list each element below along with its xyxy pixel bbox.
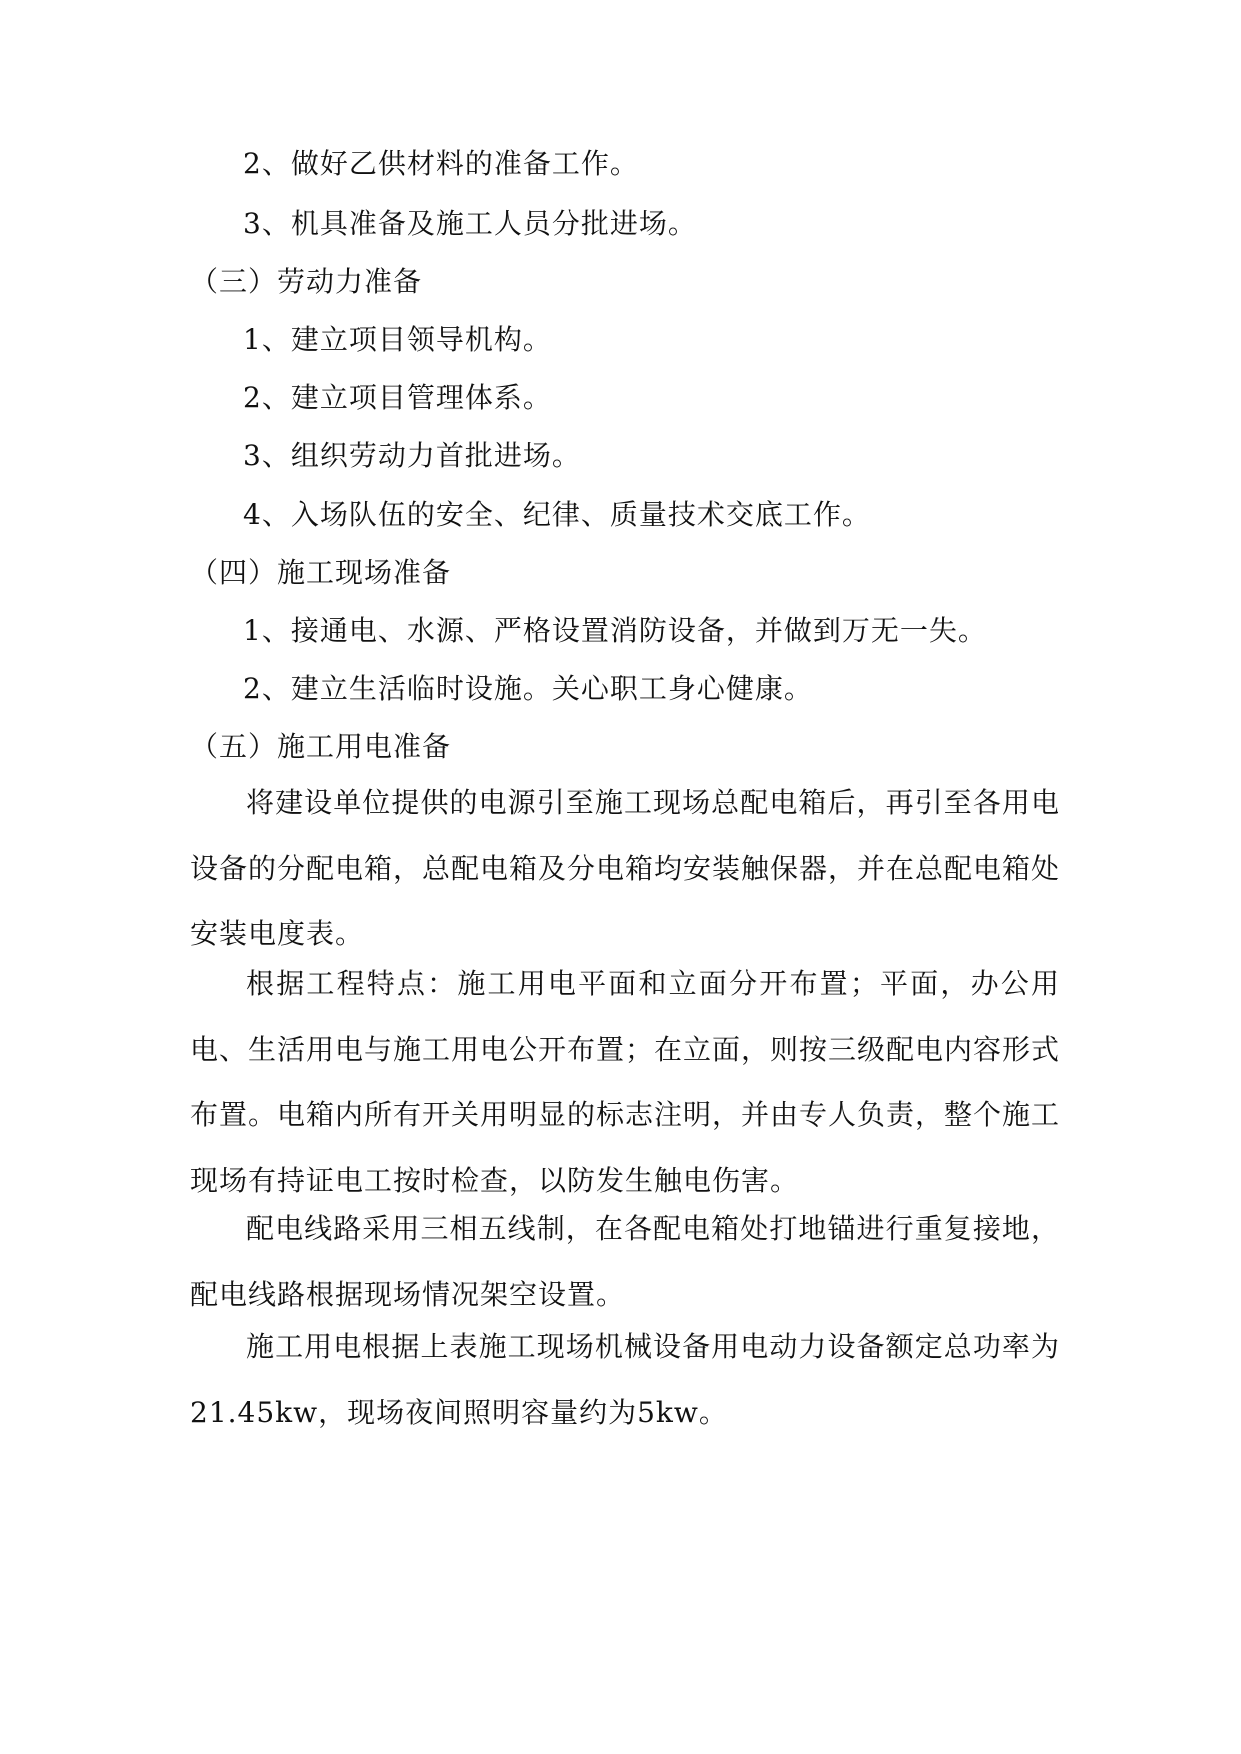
item-materials-prep: 2、做好乙供材料的准备工作。: [243, 147, 639, 180]
item-living-facilities: 2、建立生活临时设施。关心职工身心健康。: [243, 672, 813, 705]
item-first-batch: 3、组织劳动力首批进场。: [243, 439, 581, 472]
item-equipment-prep: 3、机具准备及施工人员分批进场。: [243, 207, 697, 240]
paragraph-wiring: 配电线路采用三相五线制，在各配电箱处打地锚进行重复接地，配电线路根据现场情况架空设置。: [190, 1212, 1060, 1311]
item-management-system: 2、建立项目管理体系。: [243, 381, 552, 414]
item-safety-briefing: 4、入场队伍的安全、纪律、质量技术交底工作。: [243, 498, 871, 531]
item-utilities: 1、接通电、水源、严格设置消防设备，并做到万无一失。: [243, 614, 987, 647]
section-heading-site: （四）施工现场准备: [190, 556, 452, 589]
paragraph-capacity: 施工用电根据上表施工现场机械设备用电动力设备额定总功率为21.45kw，现场夜间照明容量约为5kw。: [190, 1330, 1060, 1429]
paragraph-layout: 根据工程特点：施工用电平面和立面分开布置；平面，办公用电、生活用电与施工用电公开布置；在立面，则按三级配电内容形式布置。电箱内所有开关用明显的标志注明，并由专人负责，整个施工现场有持证电工按时检查，以防发生触电伤害。: [190, 967, 1061, 1197]
section-heading-power: （五）施工用电准备: [190, 730, 452, 763]
section-heading-labor: （三）劳动力准备: [190, 265, 423, 298]
item-leadership: 1、建立项目领导机构。: [243, 323, 552, 356]
paragraph-power-source: 将建设单位提供的电源引至施工现场总配电箱后，再引至各用电设备的分配电箱，总配电箱及分电箱均安装触保器，并在总配电箱处安装电度表。: [190, 786, 1061, 950]
